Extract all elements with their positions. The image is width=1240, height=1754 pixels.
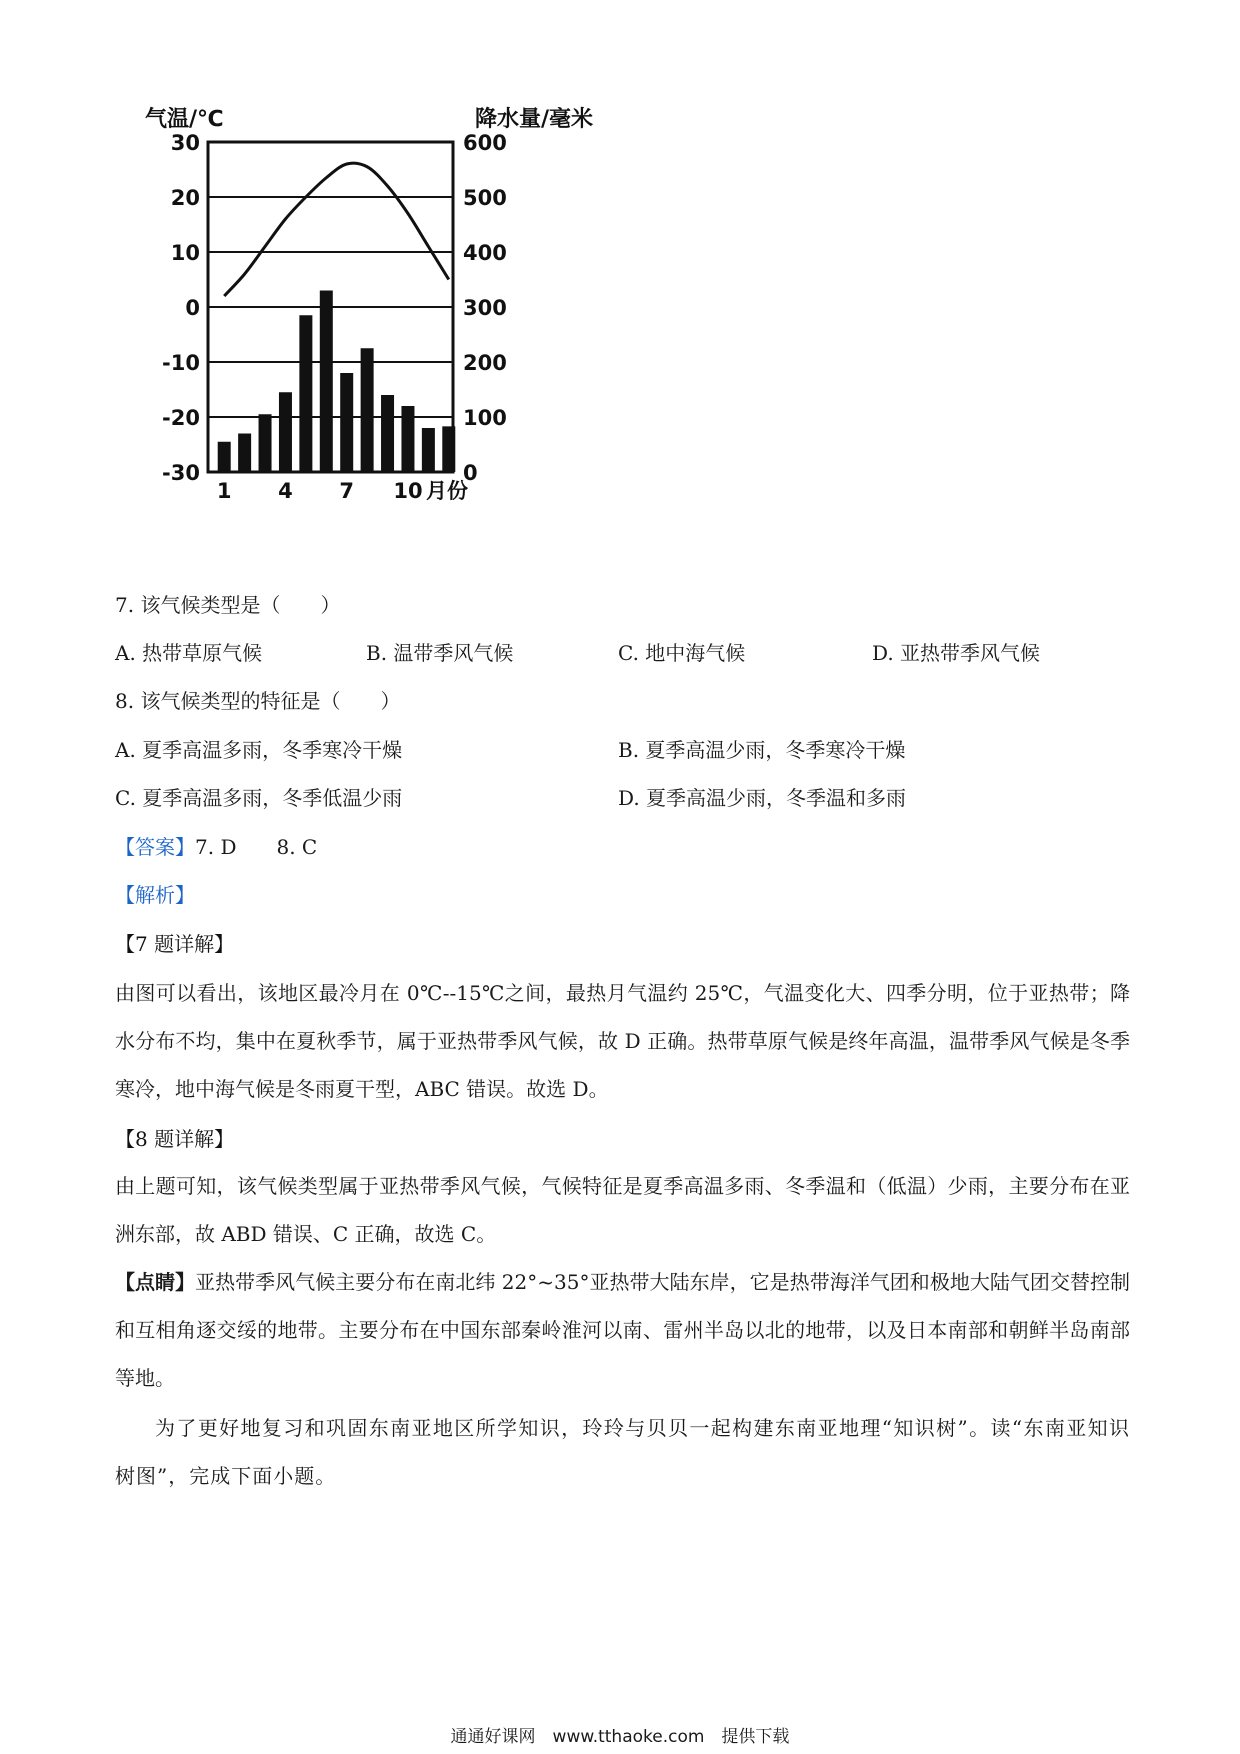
- intro-paragraph: 为了更好地复习和巩固东南亚地区所学知识，玲玲与贝贝一起构建东南亚地理“知识树”。读“东南亚知识树图”，完成下面小题。: [115, 1416, 1130, 1488]
- precipitation-bar: [401, 406, 414, 472]
- month-axis-label: 月份: [426, 479, 468, 503]
- question-7-option-c: C. 地中海气候: [618, 641, 746, 665]
- precipitation-tick-label: 300: [463, 296, 507, 320]
- precipitation-bar: [361, 348, 374, 472]
- detail-7-tag: 【7 题详解】: [115, 932, 235, 956]
- question-7-option-a: A. 热带草原气候: [115, 641, 263, 665]
- tip-text: 亚热带季风气候主要分布在南北纬 22°~35°亚热带大陆东岸，它是热带海洋气团和极地大陆气团交替控制和互相角逐交绥的地带。主要分布在中国东部秦岭淮河以南、雷州半岛以北的地带，以及日本南部和朝鲜半岛南部等地。: [115, 1270, 1131, 1390]
- precipitation-bar: [299, 315, 312, 472]
- month-tick-label: 7: [339, 479, 355, 503]
- question-8-stem: 8. 该气候类型的特征是（ ）: [115, 689, 401, 713]
- precipitation-tick-label: 200: [463, 351, 507, 375]
- answer-text: 7. D 8. C: [195, 835, 318, 859]
- detail-7-text: 由图可以看出，该地区最冷月在 0℃--15℃之间，最热月气温约 25℃，气温变化大、四季分明，位于亚热带；降水分布不均，集中在夏秋季节，属于亚热带季风气候，故 D 正确。热带草原气候是终年高温，温带季风气候是冬季寒冷，地中海气候是冬雨夏干型，ABC 错误。故选 D。: [115, 981, 1130, 1101]
- temperature-tick-label: -10: [162, 351, 200, 375]
- precipitation-bar: [381, 395, 394, 472]
- precipitation-bar: [320, 291, 333, 473]
- temperature-tick-label: 20: [170, 186, 200, 210]
- month-tick-label: 4: [278, 479, 293, 503]
- question-8-option-a: A. 夏季高温多雨，冬季寒冷干燥: [115, 738, 403, 762]
- detail-8-tag: 【8 题详解】: [115, 1127, 235, 1151]
- precipitation-tick-label: 0: [463, 461, 478, 485]
- question-7-option-d: D. 亚热带季风气候: [872, 641, 1041, 665]
- temperature-curve: [224, 163, 449, 296]
- precipitation-bar: [340, 373, 353, 472]
- precipitation-bar: [259, 414, 272, 472]
- tip-tag: 【点睛】: [115, 1270, 196, 1294]
- precipitation-tick-label: 400: [463, 241, 507, 265]
- precipitation-bar: [238, 434, 251, 473]
- answer-tag: 【答案】: [115, 835, 195, 859]
- temperature-tick-label: 30: [170, 131, 200, 155]
- question-8-option-c: C. 夏季高温多雨，冬季低温少雨: [115, 786, 403, 810]
- temperature-tick-label: 10: [170, 241, 200, 265]
- question-7-option-b: B. 温带季风气候: [366, 641, 514, 665]
- question-8-option-d: D. 夏季高温少雨，冬季温和多雨: [618, 786, 907, 810]
- precipitation-tick-label: 600: [463, 131, 507, 155]
- temperature-tick-label: 0: [185, 296, 200, 320]
- precipitation-bar: [279, 392, 292, 472]
- answer-line: [115, 834, 317, 860]
- month-tick-label: 1: [216, 479, 232, 503]
- detail-8-text: 由上题可知，该气候类型属于亚热带季风气候，气候特征是夏季高温多雨、冬季温和（低温）少雨，主要分布在亚洲东部，故 ABD 错误、C 正确，故选 C。: [115, 1174, 1130, 1246]
- question-8-option-b: B. 夏季高温少雨，冬季寒冷干燥: [618, 738, 906, 762]
- question-7-stem: 7. 该气候类型是（ ）: [115, 593, 341, 617]
- page-footer: 通通好课网 www.tthaoke.com 提供下载: [450, 1727, 790, 1747]
- month-tick-labels: [217, 479, 423, 503]
- temperature-axis-label: 气温/℃: [145, 107, 224, 132]
- precipitation-bar: [422, 428, 435, 472]
- precipitation-axis-label: 降水量/毫米: [475, 107, 594, 132]
- precipitation-tick-label: 500: [463, 186, 507, 210]
- analysis-tag: 【解析】: [115, 883, 195, 907]
- precipitation-bar: [218, 442, 231, 472]
- precipitation-tick-label: 100: [463, 406, 507, 430]
- temperature-tick-label: -20: [162, 406, 200, 430]
- climate-chart: [130, 100, 630, 570]
- precipitation-bars: [218, 291, 456, 473]
- precipitation-tick-labels: [463, 131, 507, 485]
- temperature-tick-label: -30: [162, 461, 200, 485]
- tip-paragraph: [115, 1258, 1130, 1402]
- temperature-tick-labels: [162, 131, 200, 485]
- month-tick-label: 10: [393, 479, 423, 503]
